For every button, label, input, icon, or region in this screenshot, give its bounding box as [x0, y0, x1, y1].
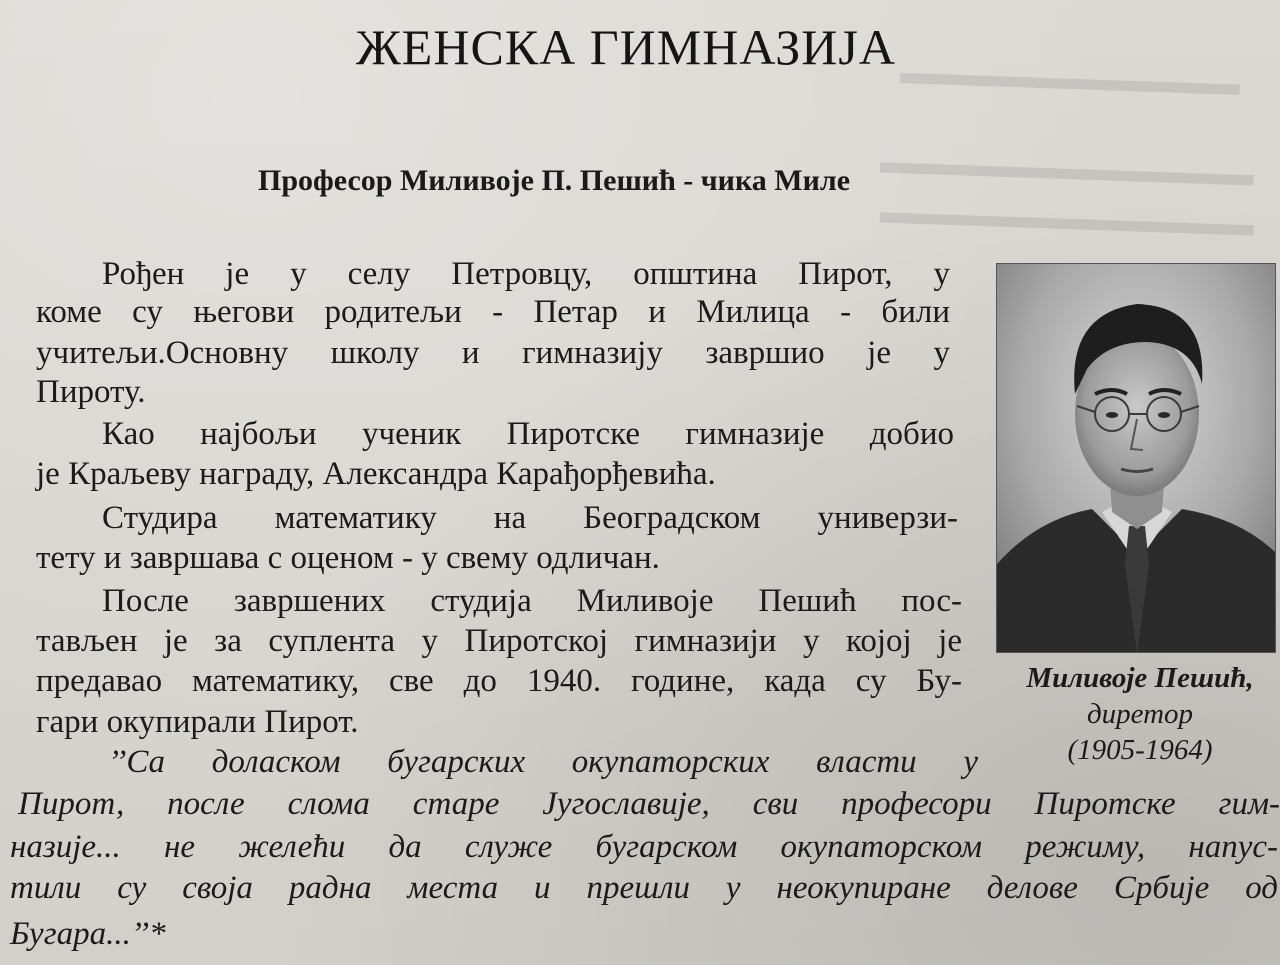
quote-line: ’’Са доласком бугарских окупаторских власти у	[108, 744, 978, 780]
body-line: тављен је за суплента у Пиротској гимназији у којој је	[36, 623, 962, 659]
body-line: Рођен је у селу Петровцу, општина Пирот, у	[102, 256, 950, 292]
body-line: гари окупирали Пирот.	[36, 704, 359, 740]
caption-role: диретор	[1086, 698, 1194, 730]
bleed-through-texture: ▬▬▬▬▬▬▬▬▬▬	[899, 54, 1241, 103]
quote-line: назије... не желећи да служе бугарском окупаторском режиму, напус-	[10, 829, 1278, 865]
page-title: ЖЕНСКА ГИМНАЗИЈА	[356, 19, 896, 75]
body-line: учитељи.Основну школу и гимназију завршио је у	[36, 335, 950, 371]
quote-line: Пирот, после слома старе Југославије, сви професори Пиротске гим-	[18, 786, 1280, 822]
bleed-through-texture: ▬▬▬▬▬▬▬▬▬▬▬	[879, 143, 1255, 194]
portrait-illustration	[997, 264, 1276, 653]
article-subtitle: Професор Миливоје П. Пешић - чика Миле	[258, 164, 851, 197]
body-line: је Краљеву награду, Александра Карађорђевића.	[36, 456, 716, 492]
photo-caption	[1000, 660, 1280, 768]
bleed-through-texture: ▬▬▬▬▬▬▬▬▬▬▬	[879, 193, 1255, 244]
quote-line: Бугара...’’*	[10, 916, 166, 952]
body-line: Као најбољи ученик Пиротске гимназије добио	[102, 416, 954, 452]
quote-line: тили су своја радна места и прешли у неокупиране делове Србије од	[10, 870, 1278, 906]
body-line: Пироту.	[36, 374, 146, 410]
body-line: После завршених студија Миливоје Пешић пос-	[102, 583, 962, 619]
body-line: предавао математику, све до 1940. године, када су Бу-	[36, 663, 962, 699]
body-line: коме су његови родитељи - Петар и Милица - били	[36, 294, 950, 330]
caption-years: (1905-1964)	[1067, 734, 1213, 766]
body-line: Студира математику на Београдском универзи-	[102, 500, 958, 536]
portrait-photo	[996, 263, 1276, 653]
caption-name: Миливоје Пешић,	[1026, 662, 1254, 694]
body-line: тету и завршава с оценом - у свему одличан.	[36, 540, 660, 576]
